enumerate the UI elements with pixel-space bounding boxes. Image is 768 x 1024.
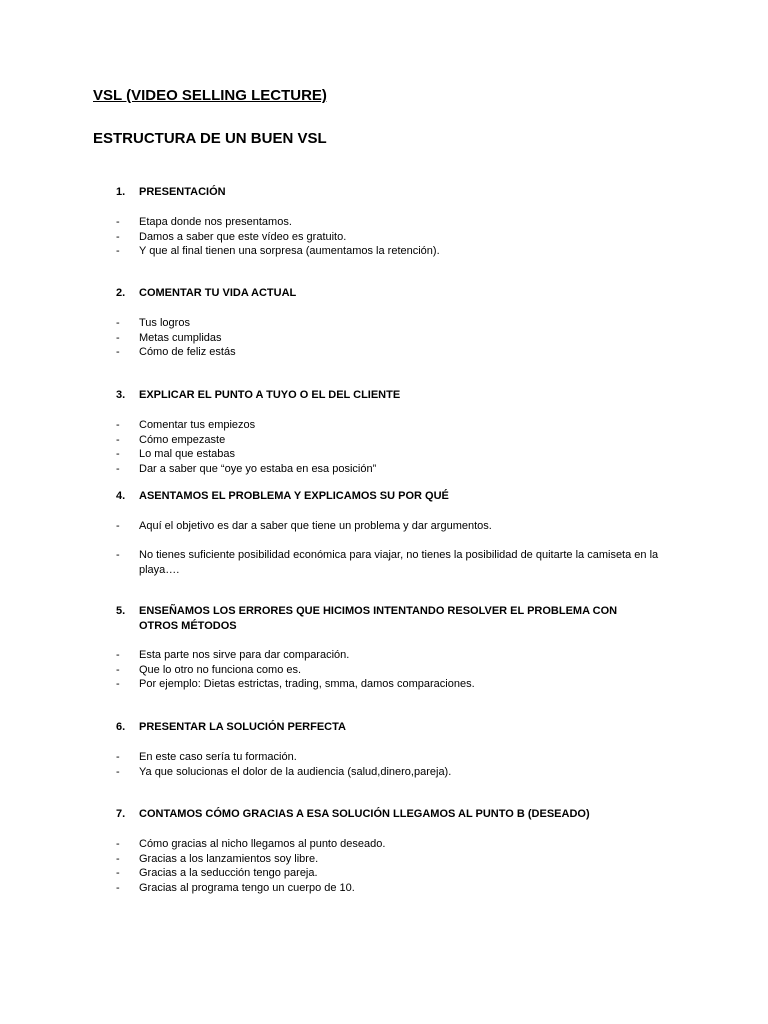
list-item <box>0 519 768 534</box>
list-item <box>0 447 768 462</box>
document-title: VSL (VIDEO SELLING LECTURE) <box>93 87 327 104</box>
list-item-text: Esta parte nos sirve para dar comparación. <box>139 649 350 661</box>
list-item-text: Dar a saber que “oye yo estaba en esa posición” <box>139 462 377 475</box>
section-header <box>0 807 768 837</box>
list-item <box>0 462 768 477</box>
list-item <box>0 230 768 245</box>
section-heading: CONTAMOS CÓMO GRACIAS A ESA SOLUCIÓN LLEGAMOS AL PUNTO B (DESEADO) <box>139 808 590 820</box>
list-item-text: En este caso sería tu formación. <box>139 751 297 763</box>
list-item <box>0 677 768 692</box>
bullet-dash: - <box>116 852 120 865</box>
list-item-text: Comentar tus empiezos <box>139 419 256 431</box>
section-heading: PRESENTACIÓN <box>139 186 226 198</box>
list-item-text: Lo mal que estabas <box>139 448 236 461</box>
section-6 <box>0 720 768 779</box>
list-item <box>0 881 768 896</box>
bullet-dash: - <box>116 765 120 778</box>
section-3 <box>0 388 768 476</box>
bullet-dash: - <box>116 520 120 532</box>
list-item-text: Y que al final tienen una sorpresa (aumentamos la retención). <box>139 245 440 258</box>
section-number: 3. <box>116 389 126 401</box>
section-number: 2. <box>116 287 126 299</box>
bullet-dash: - <box>116 419 120 431</box>
section-2 <box>0 286 768 360</box>
list-item-text: Cómo de feliz estás <box>139 346 236 359</box>
section-header <box>0 489 768 519</box>
bullet-dash: - <box>116 678 120 691</box>
bullet-dash: - <box>116 331 120 344</box>
section-number: 4. <box>116 490 126 502</box>
spacer <box>0 534 768 549</box>
bullet-dash: - <box>116 245 120 258</box>
section-header <box>0 388 768 418</box>
section-5 <box>0 604 768 692</box>
list-item-text: Aquí el objetivo es dar a saber que tiene un problema y dar argumentos. <box>139 520 492 532</box>
section-number: 7. <box>116 808 126 820</box>
section-header <box>0 185 768 215</box>
list-item-text: Damos a saber que este vídeo es gratuito. <box>139 230 347 243</box>
bullet-dash: - <box>116 649 120 661</box>
list-item-text: Por ejemplo: Dietas estrictas, trading, smma, damos comparaciones. <box>139 678 475 691</box>
bullet-dash: - <box>116 346 120 359</box>
list-item-text: Ya que solucionas el dolor de la audiencia (salud,dinero,pareja). <box>139 765 452 778</box>
section-7 <box>0 807 768 895</box>
list-item <box>0 345 768 360</box>
list-item-text: Gracias a los lanzamientos soy libre. <box>139 852 319 865</box>
section-heading: COMENTAR TU VIDA ACTUAL <box>139 287 297 299</box>
bullet-dash: - <box>116 230 120 243</box>
list-item <box>0 750 768 765</box>
bullet-dash: - <box>116 663 120 676</box>
bullet-dash: - <box>116 881 120 894</box>
list-item <box>0 663 768 678</box>
bullet-dash: - <box>116 216 120 228</box>
list-item-text: Gracias al programa tengo un cuerpo de 10. <box>139 881 355 894</box>
list-item <box>0 837 768 852</box>
section-heading: ENSEÑAMOS LOS ERRORES QUE HICIMOS INTENTANDO RESOLVER EL PROBLEMA CON OTROS MÉTODOS <box>139 605 618 632</box>
list-item <box>0 852 768 867</box>
list-item <box>0 548 768 577</box>
bullet-dash: - <box>116 751 120 763</box>
bullet-dash: - <box>116 433 120 446</box>
list-item <box>0 244 768 259</box>
list-item <box>0 331 768 346</box>
list-item-text: Tus logros <box>139 317 190 329</box>
bullet-dash: - <box>116 448 120 461</box>
list-item-text: Gracias a la seducción tengo pareja. <box>139 867 318 880</box>
list-item-text: No tienes suficiente posibilidad económica para viajar, no tienes la posibilidad de quitarte la camiseta en la playa…. <box>139 549 659 576</box>
list-item-text: Cómo gracias al nicho llegamos al punto deseado. <box>139 838 386 850</box>
list-item <box>0 866 768 881</box>
section-number: 6. <box>116 721 126 733</box>
list-item-text: Metas cumplidas <box>139 331 222 344</box>
section-heading: EXPLICAR EL PUNTO A TUYO O EL DEL CLIENTE <box>139 389 401 401</box>
list-item <box>0 765 768 780</box>
list-item <box>0 648 768 663</box>
section-number: 5. <box>116 605 126 617</box>
bullet-dash: - <box>116 549 120 562</box>
bullet-dash: - <box>116 317 120 329</box>
bullet-dash: - <box>116 867 120 880</box>
section-header <box>0 286 768 316</box>
list-item <box>0 215 768 230</box>
list-item <box>0 316 768 331</box>
bullet-dash: - <box>116 462 120 475</box>
section-number: 1. <box>116 186 126 198</box>
section-header <box>0 720 768 750</box>
list-item-text: Cómo empezaste <box>139 433 226 446</box>
list-item-text: Etapa donde nos presentamos. <box>139 216 292 228</box>
bullet-dash: - <box>116 838 120 850</box>
section-heading: ASENTAMOS EL PROBLEMA Y EXPLICAMOS SU POR QUÉ <box>139 490 449 502</box>
list-item <box>0 418 768 433</box>
list-item <box>0 433 768 448</box>
section-heading: PRESENTAR LA SOLUCIÓN PERFECTA <box>139 721 346 733</box>
section-header <box>0 604 768 648</box>
document-subtitle: ESTRUCTURA DE UN BUEN VSL <box>93 130 327 147</box>
section-1 <box>0 185 768 259</box>
section-4 <box>0 489 768 577</box>
list-item-text: Que lo otro no funciona como es. <box>139 663 302 676</box>
